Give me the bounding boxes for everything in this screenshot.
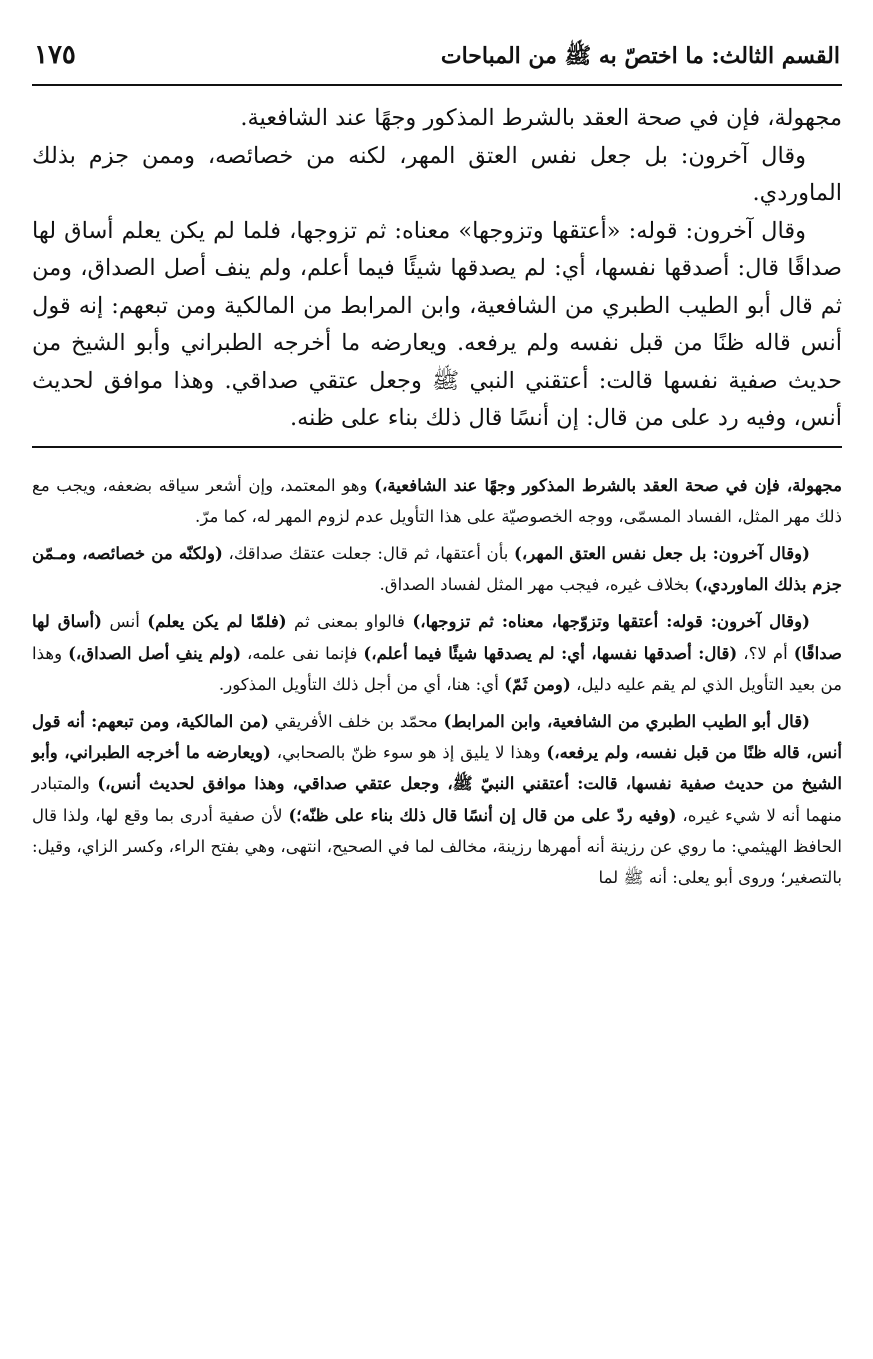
commentary-text: وهذا لا يليق إذ هو سوء ظنّ بالصحابي، (270, 743, 547, 763)
commentary-text: فالواو بمعنى ثم (286, 612, 413, 632)
quoted-matn: (قال: أصدقها نفسها، أي: لم يصدقها شيئًا فيما أعلم،) (363, 642, 738, 663)
page (32, 40, 842, 899)
quoted-matn: (ومن ثَمّ) (504, 673, 571, 694)
quoted-matn: (ولم ينفِ أصل الصداق،) (68, 642, 242, 663)
main-paragraph: وقال آخرون: بل جعل نفس العتق المهر، لكنه من خصائصه، وممن جزم بذلك الماوردي. (32, 142, 842, 206)
commentary-text: لأن صفية أدرى بما وقع لها، ولذا قال الحافظ الهيثمي: ما روي عن رزينة أنه أمهرها رزينة، مخالف لما في الصحيح، انتهى، وهي بفتح الراء، وكسر الزاي، وقيل: بالتصغير؛ وروى أبو يعلى: أنه ﷺ لما (32, 805, 842, 887)
commentary-text: محمّد بن خلف الأفريقي (268, 711, 444, 731)
commentary-paragraph (32, 706, 842, 893)
commentary-paragraph (32, 606, 842, 700)
quoted-matn: مجهولة، فإن في صحة العقد بالشرط المذكور وجهًا عند الشافعية،) (374, 474, 842, 495)
commentary-text: فإنما نفى علمه، (241, 643, 364, 663)
quoted-matn: (أساق لها صداقًا) (32, 611, 842, 663)
commentary-text: بخلاف غيره، فيجب مهر المثل لفساد الصداق. (379, 575, 695, 595)
commentary (32, 470, 842, 894)
quoted-matn: (قال أبو الطيب الطبري من الشافعية، وابن المرابط) (443, 710, 810, 731)
page-number: ١٧٥ (34, 40, 76, 70)
commentary-text: أي: هنا، أي من أجل ذلك التأويل المذكور. (218, 674, 505, 694)
commentary-text: والمتبادر منهما أنه لا شيء غيره، (32, 774, 842, 825)
main-text (32, 100, 842, 438)
quoted-matn: (وفيه ردّ على من قال إن أنسًا قال ذلك بناء على ظنّه؛) (288, 804, 677, 825)
quoted-matn: (من المالكية، ومن تبعهم: أنه قول أنس، قاله ظنًا من قبل نفسه، ولم يرفعه،) (32, 710, 842, 763)
separator-line (32, 446, 842, 448)
quoted-matn: (ولكنّه من خصائصه، ومـمّن جزم بذلك الماوردي،) (32, 542, 842, 595)
quoted-matn: (ويعارضه ما أخرجه الطبراني، وأبو الشيخ من حديث صفية نفسها، قالت: أعتقني النبيّ ﷺ، وجعل عتقي صداقي، وهذا موافق لحديث أنس،) (32, 742, 842, 794)
running-header (32, 40, 842, 86)
quoted-matn: (فلمّا لم يكن يعلم) (147, 611, 287, 632)
commentary-text: أم لا؟، (737, 643, 794, 663)
commentary-paragraph (32, 538, 842, 600)
commentary-text: أنس (102, 612, 148, 632)
quoted-matn: (وقال آخرون: بل جعل نفس العتق المهر،) (514, 542, 810, 563)
commentary-text: وهو المعتمد، وإن أشعر سياقه بضعفه، ويجب مع ذلك مهر المثل، الفساد المسمّى، ووجه الخصوصيّة على هذا التأويل عدم لزوم المهر له، كما مرّ. (32, 475, 842, 526)
main-paragraph: مجهولة، فإن في صحة العقد بالشرط المذكور وجهًا عند الشافعية. (240, 105, 842, 131)
chapter-title: القسم الثالث: ما اختصّ به ﷺ من المباحات (440, 43, 840, 69)
commentary-text: بأن أعتقها، ثم قال: جعلت عتقك صداقك، (222, 543, 514, 563)
main-paragraph: وقال آخرون: قوله: «أعتقها وتزوجها» معناه: ثم تزوجها، فلما لم يكن يعلم أساق لها صداقًا قال: أصدقها نفسها، أي: لم يصدقها شيئًا فيما أعلم، ولم ينف أصل الصداق، ومن ثم قال أبو الطيب الطبري من الشافعية، وابن المرابط من المالكية ومن تبعهم: إنه قول أنس قاله ظنًا من قبل نفسه ولم يرفعه. ويعارضه ما أخرجه الطبراني وأبو الشيخ من حديث صفية نفسها قالت: أعتقني النبي ﷺ وجعل عتقي صداقي. وهذا موافق لحديث أنس، وفيه رد على من قال: إن أنسًا قال ذلك بناء على ظنه. (32, 217, 842, 431)
commentary-text: وهذا من بعيد التأويل الذي لم يقم عليه دليل، (32, 643, 842, 694)
commentary-paragraph (32, 470, 842, 532)
quoted-matn: (وقال آخرون: قوله: أعتقها وتزوّجها، معناه: ثم تزوجها،) (412, 611, 810, 632)
